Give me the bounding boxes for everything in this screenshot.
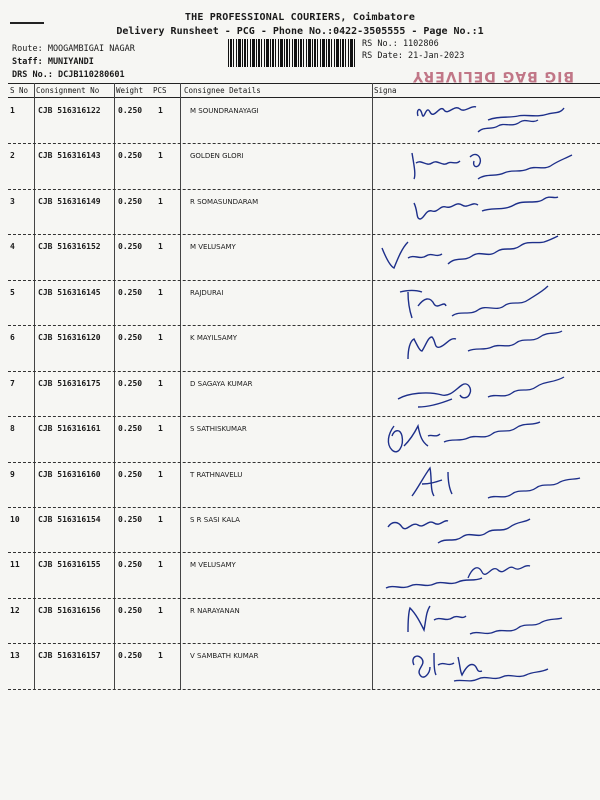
weight-value: 0.250: [118, 242, 143, 251]
barcode-image: [228, 39, 356, 67]
signature-row-1: [378, 98, 593, 140]
weight-value: 0.250: [118, 333, 143, 342]
consignee-name: M SOUNDRANAYAGI: [190, 107, 259, 115]
pieces-count: 1: [158, 106, 163, 115]
pieces-count: 1: [158, 560, 163, 569]
serial-number: 8: [10, 424, 15, 433]
header-pcs: PCS: [153, 86, 167, 95]
weight-value: 0.250: [118, 560, 143, 569]
consignment-number: CJB 516316161: [38, 424, 101, 433]
pieces-count: 1: [158, 515, 163, 524]
serial-number: 5: [10, 288, 15, 297]
consignment-number: CJB 516316145: [38, 288, 101, 297]
serial-number: 1: [10, 106, 15, 115]
serial-number: 7: [10, 379, 15, 388]
weight-value: 0.250: [118, 151, 143, 160]
signature-row-9: [378, 462, 593, 504]
weight-value: 0.250: [118, 288, 143, 297]
consignment-number: CJB 516316122: [38, 106, 101, 115]
consignment-number: CJB 516316143: [38, 151, 101, 160]
consignee-name: R NARAYANAN: [190, 607, 240, 615]
consignment-number: CJB 516316154: [38, 515, 101, 524]
header-weight: Weight: [116, 86, 144, 95]
serial-number: 11: [10, 560, 20, 569]
pieces-count: 1: [158, 379, 163, 388]
consignee-name: S SATHISKUMAR: [190, 425, 247, 433]
consignee-name: RAJDURAI: [190, 289, 224, 297]
consignee-name: T RATHNAVELU: [190, 471, 243, 479]
signature-row-11: [378, 552, 593, 594]
pieces-count: 1: [158, 606, 163, 615]
header-consignment: Consignment No: [36, 86, 100, 95]
pieces-count: 1: [158, 197, 163, 206]
header-sno: S No: [10, 86, 29, 95]
pieces-count: 1: [158, 470, 163, 479]
weight-value: 0.250: [118, 379, 143, 388]
consignee-name: V SAMBATH KUMAR: [190, 652, 259, 660]
weight-value: 0.250: [118, 197, 143, 206]
signature-row-6: [378, 325, 593, 367]
consignee-name: R SOMASUNDARAM: [190, 198, 259, 206]
pieces-count: 1: [158, 151, 163, 160]
consignment-number: CJB 516316149: [38, 197, 101, 206]
consignment-number: CJB 516316175: [38, 379, 101, 388]
signature-row-8: [378, 416, 593, 458]
weight-value: 0.250: [118, 515, 143, 524]
table-header: [8, 83, 600, 97]
header-signature: Signa: [374, 86, 397, 95]
consignee-name: S R SASI KALA: [190, 516, 240, 524]
signature-row-10: [378, 507, 593, 549]
weight-value: 0.250: [118, 470, 143, 479]
signature-row-5: [378, 280, 593, 322]
header-consignee: Consignee Details: [184, 86, 261, 95]
consignee-name: D SAGAYA KUMAR: [190, 380, 253, 388]
serial-number: 2: [10, 151, 15, 160]
signature-row-2: [378, 143, 593, 185]
serial-number: 3: [10, 197, 15, 206]
drs-number: DRS No.: DCJB110280601: [12, 70, 125, 80]
consignment-number: CJB 516316160: [38, 470, 101, 479]
consignment-number: CJB 516316155: [38, 560, 101, 569]
consignee-name: K MAYILSAMY: [190, 334, 238, 342]
runsheet-title: Delivery Runsheet - PCG - Phone No.:0422-3505555 - Page No.:1: [116, 26, 484, 37]
signature-row-7: [378, 371, 593, 413]
signature-row-4: [378, 234, 593, 276]
weight-value: 0.250: [118, 106, 143, 115]
weight-value: 0.250: [118, 651, 143, 660]
consignment-number: CJB 516316156: [38, 606, 101, 615]
signature-row-12: [378, 598, 593, 640]
pieces-count: 1: [158, 242, 163, 251]
weight-value: 0.250: [118, 424, 143, 433]
serial-number: 10: [10, 515, 20, 524]
weight-value: 0.250: [118, 606, 143, 615]
consignee-name: M VELUSAMY: [190, 243, 236, 251]
consignment-number: CJB 516316120: [38, 333, 101, 342]
signature-row-3: [378, 189, 593, 231]
rs-date: RS Date: 21-Jan-2023: [362, 51, 465, 61]
consignee-name: GOLDEN GLORI: [190, 152, 244, 160]
serial-number: 13: [10, 651, 20, 660]
consignment-number: CJB 516316152: [38, 242, 101, 251]
serial-number: 9: [10, 470, 15, 479]
company-title: THE PROFESSIONAL COURIERS, Coimbatore: [184, 12, 416, 23]
serial-number: 4: [10, 242, 15, 251]
serial-number: 6: [10, 333, 15, 342]
consignee-name: M VELUSAMY: [190, 561, 236, 569]
consignment-number: CJB 516316157: [38, 651, 101, 660]
serial-number: 12: [10, 606, 20, 615]
pieces-count: 1: [158, 288, 163, 297]
row-separator: [8, 689, 600, 690]
staff-label: Staff: MUNIYANDI: [12, 57, 94, 67]
pieces-count: 1: [158, 424, 163, 433]
signature-row-13: [378, 643, 593, 685]
route-label: Route: MOOGAMBIGAI NAGAR: [12, 44, 135, 54]
big-bag-delivery-stamp: BIG BAG DELIVERY: [412, 68, 574, 84]
pieces-count: 1: [158, 333, 163, 342]
rs-number: RS No.: 1102806: [362, 39, 439, 49]
pieces-count: 1: [158, 651, 163, 660]
